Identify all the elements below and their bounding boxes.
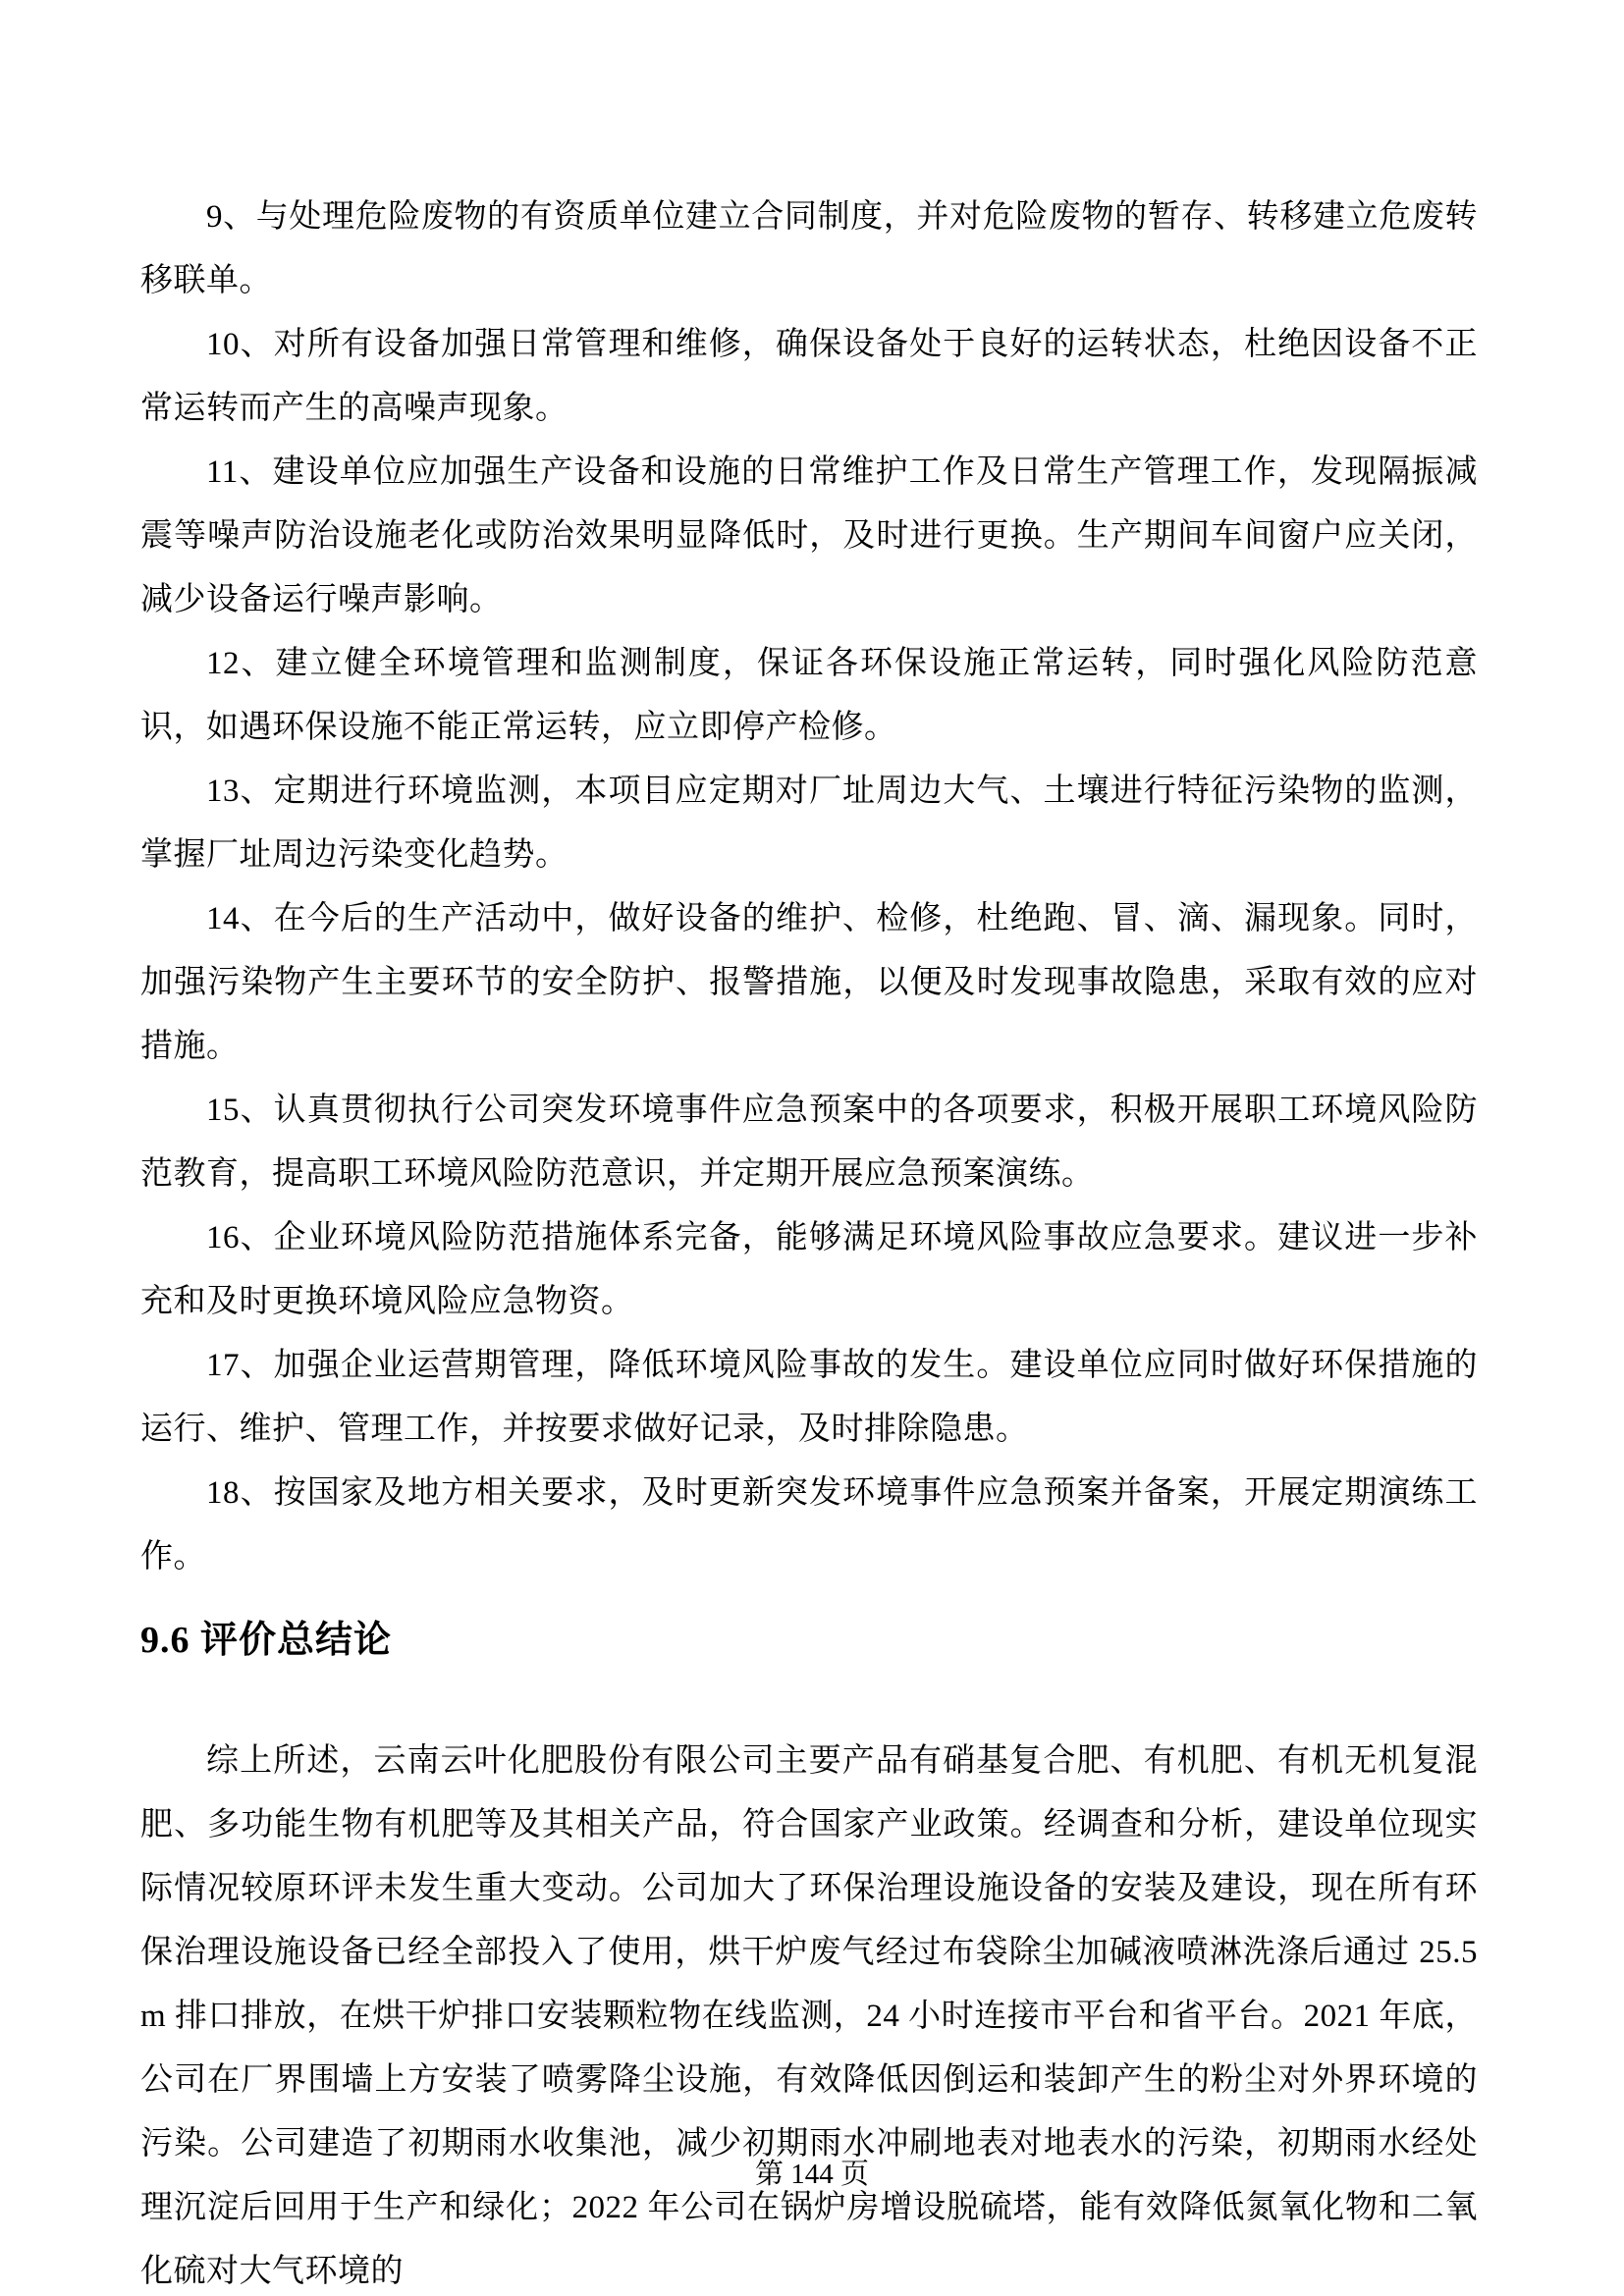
- numbered-paragraph-15: 15、认真贯彻执行公司突发环境事件应急预案中的各项要求，积极开展职工环境风险防范教育，提高职工环境风险防范意识，并定期开展应急预案演练。: [140, 1093, 1478, 1192]
- numbered-paragraph-16: 16、企业环境风险防范措施体系完备，能够满足环境风险事故应急要求。建议进一步补充和及时更换环境风险应急物资。: [140, 1220, 1478, 1319]
- page-number: 第 144 页: [754, 2159, 869, 2190]
- section-heading: 9.6 评价总结论: [140, 1620, 393, 1661]
- summary-paragraph: 综上所述，云南云叶化肥股份有限公司主要产品有硝基复合肥、有机肥、有机无机复混肥、多功能生物有机肥等及其相关产品，符合国家产业政策。经调查和分析，建设单位现实际情况较原环评未发生重大变动。公司加大了环保治理设施设备的安装及建设，现在所有环保治理设施设备已经全部投入了使用，烘干炉废气经过布袋除尘加碱液喷淋洗涤后通过 25.5m 排口排放，在烘干炉排口安装颗粒物在线监测，24 小时连接市平台和省平台。2021 年底，公司在厂界围墙上方安装了喷雾降尘设施，有效降低因倒运和装卸产生的粉尘对外界环境的污染。公司建造了初期雨水收集池，减少初期雨水冲刷地表对地表水的污染，初期雨水经处理沉淀后回用于生产和绿化；2022 年公司在锅炉房增设脱硫塔，能有效降低氮氧化物和二氧化硫对大气环境的: [140, 1743, 1478, 2289]
- page-footer: [0, 2155, 1624, 2194]
- numbered-paragraph-13: 13、定期进行环境监测，本项目应定期对厂址周边大气、土壤进行特征污染物的监测，掌握厂址周边污染变化趋势。: [140, 774, 1478, 873]
- numbered-paragraph-9: 9、与处理危险废物的有资质单位建立合同制度，并对危险废物的暂存、转移建立危废转移联单。: [140, 199, 1478, 298]
- numbered-paragraph-11: 11、建设单位应加强生产设备和设施的日常维护工作及日常生产管理工作，发现隔振减震等噪声防治设施老化或防治效果明显降低时，及时进行更换。生产期间车间窗户应关闭，减少设备运行噪声影响。: [140, 454, 1478, 617]
- numbered-paragraph-14: 14、在今后的生产活动中，做好设备的维护、检修，杜绝跑、冒、滴、漏现象。同时，加强污染物产生主要环节的安全防护、报警措施，以便及时发现事故隐患，采取有效的应对措施。: [140, 901, 1478, 1064]
- page-content: [140, 186, 1478, 2296]
- numbered-paragraph-12: 12、建立健全环境管理和监测制度，保证各环保设施正常运转，同时强化风险防范意识，如遇环保设施不能正常运转，应立即停产检修。: [140, 646, 1478, 745]
- numbered-paragraph-18: 18、按国家及地方相关要求，及时更新突发环境事件应急预案并备案，开展定期演练工作。: [140, 1475, 1478, 1575]
- numbered-paragraph-17: 17、加强企业运营期管理，降低环境风险事故的发生。建设单位应同时做好环保措施的运行、维护、管理工作，并按要求做好记录，及时排除隐患。: [140, 1348, 1478, 1447]
- numbered-paragraph-10: 10、对所有设备加强日常管理和维修，确保设备处于良好的运转状态，杜绝因设备不正常运转而产生的高噪声现象。: [140, 327, 1478, 426]
